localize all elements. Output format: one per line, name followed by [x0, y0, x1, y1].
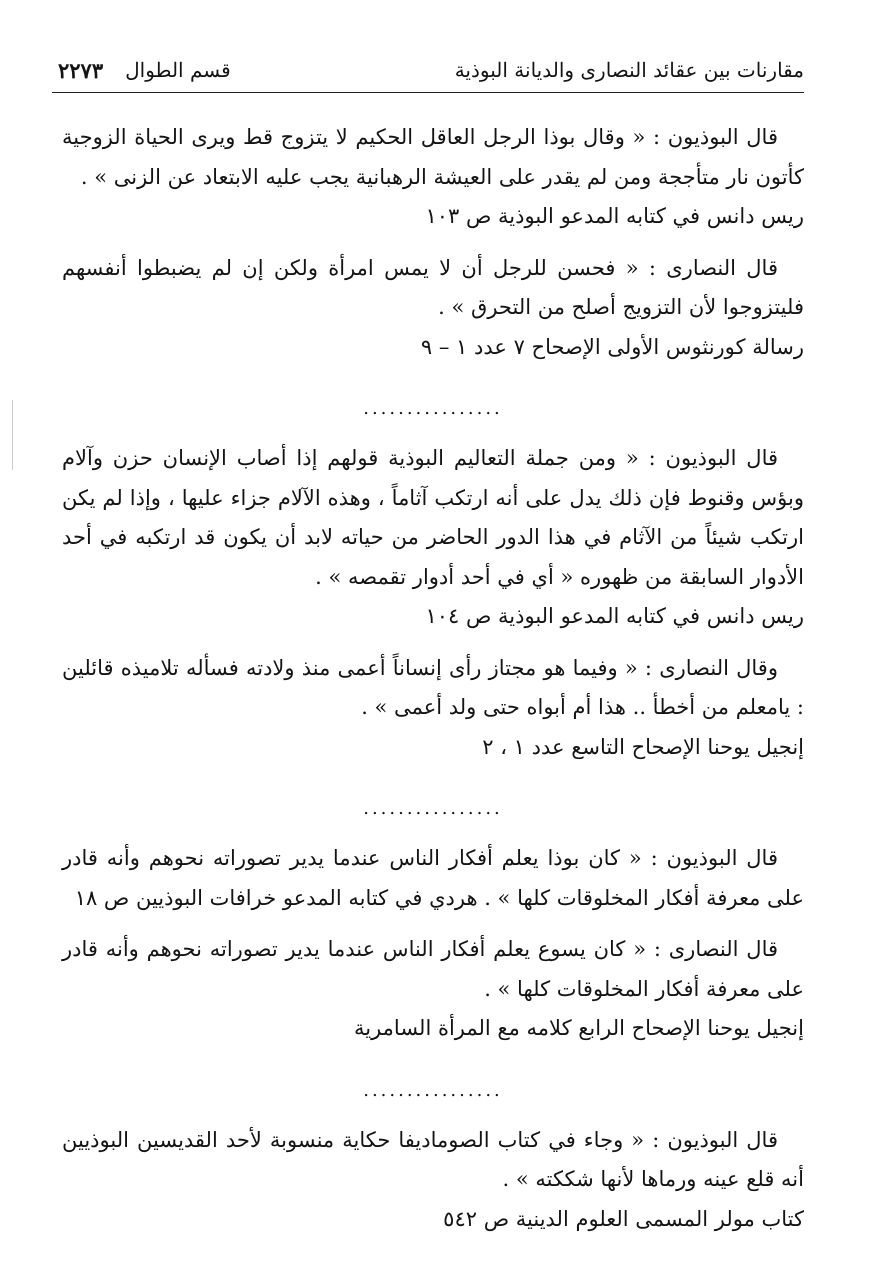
- running-header: [58, 52, 804, 88]
- quote-buddhist-4: قال البوذيون : « وجاء في كتاب الصومادیفا حكاية منسوبة لأحد القديسين البوذيين أنه قلع عينه ورماها لأنها شككته » .: [62, 1127, 804, 1191]
- quote-buddhist-3: قال البوذيون : « كان بوذا يعلم أفكار الناس عندما يدير تصوراته نحوهم وأنه قادر على معرفة أفكار المخلوقات كلها » . هردي في كتابه المدعو خرافات البوذيين ص ١٨: [62, 846, 804, 910]
- section-separator: ................: [363, 1079, 503, 1101]
- reference-1: ريس دانس في كتابه المدعو البوذية ص ١٠٣: [425, 204, 804, 228]
- section-name: قسم الطوال: [125, 58, 231, 82]
- reference-3: ريس دانس في كتابه المدعو البوذية ص ١٠٤: [425, 604, 804, 628]
- quote-buddhist-2: قال البوذيون : « ومن جملة التعاليم البوذية قولهم إذا أصاب الإنسان حزن وآلام وبؤس وقنوط فإن ذلك يدل على أنه ارتكب آثاماً ، وهذه الآلام جزاء عليها ، وإذا لم يكن ارتكب شيئاً من الآثام في هذا الدور الحاضر من حياته لابد أن يكون قد ارتكبه في أحد الأدوار السابقة من ظهوره « أي في أحد أدوار تقمصه » .: [62, 446, 804, 589]
- quote-buddhist-1: قال البوذيون : « وقال بوذا الرجل العاقل الحكيم لا يتزوج قط ويرى الحياة الزوجية كأتون نار متأججة ومن لم يقدر على العيشة الرهبانية يجب عليه الابتعاد عن الزنى » .: [62, 125, 804, 189]
- reference-7: كتاب مولر المسمى العلوم الدينية ص ٥٤٢: [443, 1206, 804, 1231]
- book-title: مقارنات بين عقائد النصارى والديانة البوذية: [454, 58, 804, 82]
- quote-christian-1: قال النصارى : « فحسن للرجل أن لا يمس امرأة ولكن إن لم يضبطوا أنفسهم فليتزوجوا لأن التزويج أصلح من التحرق » .: [62, 255, 804, 319]
- page-number: ٢٢٧٣: [58, 57, 104, 83]
- quote-christian-2: وقال النصارى : « وفيما هو مجتاز رأى إنساناً أعمى منذ ولادته فسأله تلاميذه قائلين : يامعلم من أخطأ .. هذا أم أبواه حتى ولد أعمى » .: [62, 655, 804, 719]
- quote-christian-3: قال النصارى : « كان يسوع يعلم أفكار الناس عندما يدير تصوراته نحوهم وأنه قادر على معرفة أفكار المخلوقات كلها » .: [62, 937, 804, 1001]
- section-separator: ................: [363, 798, 503, 819]
- scan-artifact: [12, 400, 13, 470]
- page-body: [62, 118, 804, 1251]
- reference-6: إنجيل يوحنا الإصحاح الرابع كلامه مع المرأة السامرية: [353, 1016, 804, 1040]
- header-rule: [52, 92, 804, 93]
- reference-2: رسالة كورنثوس الأولى الإصحاح ٧ عدد ١ – ٩: [420, 334, 804, 359]
- reference-4: إنجيل يوحنا الإصحاح التاسع عدد ١ ، ٢: [482, 734, 804, 759]
- section-and-page: [58, 58, 231, 83]
- section-separator: ................: [363, 398, 503, 419]
